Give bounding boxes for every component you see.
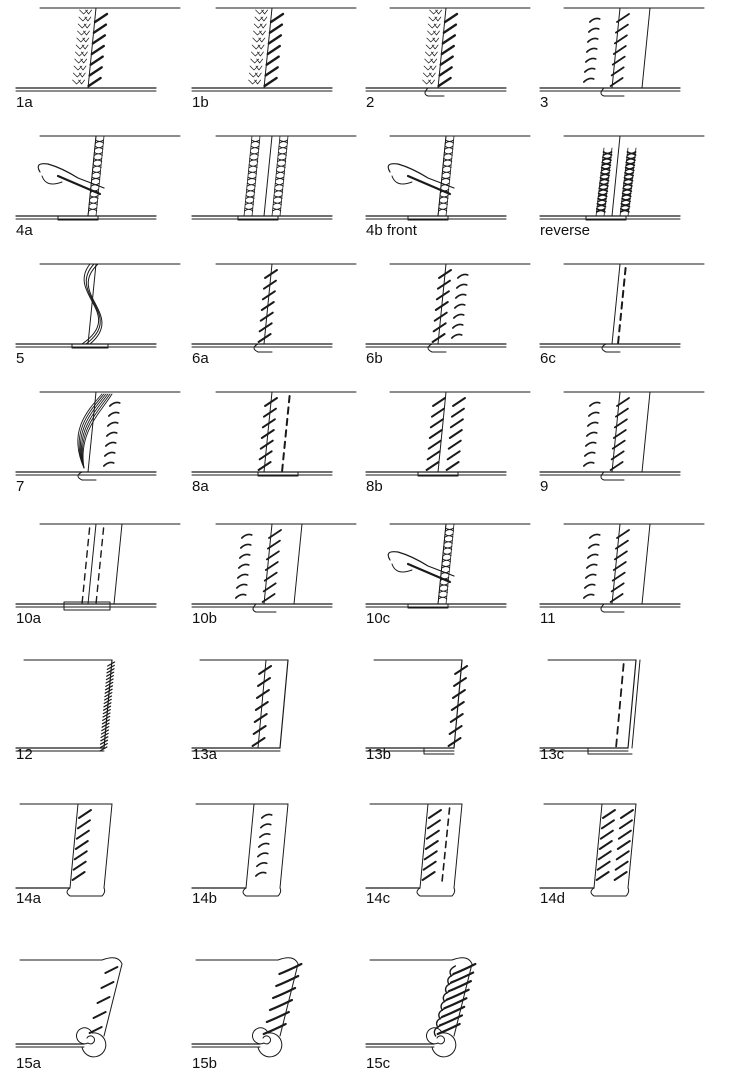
stitch-figure <box>350 384 534 512</box>
figure-label: 14b <box>192 890 218 907</box>
stitch-figure <box>350 796 534 924</box>
stitch-figure <box>176 652 360 780</box>
stitch-figure <box>176 796 360 924</box>
figure-label: 15b <box>192 1055 218 1072</box>
stitch-figure <box>176 256 360 384</box>
figure-label: 2 <box>366 94 375 111</box>
figure-label: 7 <box>16 478 25 495</box>
stitch-figure <box>0 516 184 644</box>
stitch-illustration <box>524 384 708 512</box>
figure-label: 8b <box>366 478 383 495</box>
figure-label: 15c <box>366 1055 391 1072</box>
stitch-figure <box>524 0 708 128</box>
stitch-figure <box>0 652 184 780</box>
figure-label: 10b <box>192 610 218 627</box>
figure-label: 14a <box>16 890 42 907</box>
figure-label: 4b front <box>366 222 417 239</box>
stitch-figure <box>350 952 534 1080</box>
stitch-illustration <box>524 0 708 128</box>
stitch-figure <box>524 128 708 256</box>
stitch-figure <box>524 516 708 644</box>
figure-label: 1a <box>16 94 33 111</box>
stitch-figure <box>0 128 184 256</box>
figure-label: 12 <box>16 746 33 763</box>
figure-label: 6a <box>192 350 209 367</box>
stitch-figure <box>0 384 184 512</box>
stitch-figure <box>524 384 708 512</box>
stitch-figure <box>524 256 708 384</box>
stitch-figure <box>0 0 184 128</box>
stitch-figure <box>176 516 360 644</box>
figure-label: 1b <box>192 94 209 111</box>
stitch-figure <box>0 952 184 1080</box>
figure-label: reverse <box>540 222 591 239</box>
figure-label: 10a <box>16 610 42 627</box>
figure-label: 14c <box>366 890 391 907</box>
stitch-figure <box>350 0 534 128</box>
stitch-figure <box>350 128 534 256</box>
stitch-illustration <box>0 256 184 384</box>
figure-label: 15a <box>16 1055 42 1072</box>
stitch-illustration <box>0 384 184 512</box>
figure-label: 3 <box>540 94 549 111</box>
figure-label: 13a <box>192 746 218 763</box>
stitch-figure <box>176 952 360 1080</box>
stitch-figure <box>350 516 534 644</box>
stitch-figure <box>176 384 360 512</box>
stitch-figure <box>0 256 184 384</box>
figure-label: 9 <box>540 478 549 495</box>
figure-label: 6c <box>540 350 556 367</box>
figure-label: 13b <box>366 746 392 763</box>
stitch-figure <box>524 652 708 780</box>
stitch-figure <box>350 652 534 780</box>
stitch-figure <box>524 796 708 924</box>
figure-label: 8a <box>192 478 209 495</box>
figure-label: 11 <box>540 610 556 627</box>
stitch-illustration <box>176 128 360 256</box>
stitch-illustration <box>350 0 534 128</box>
figure-label: 10c <box>366 610 391 627</box>
figure-label: 6b <box>366 350 383 367</box>
stitch-figure <box>176 0 360 128</box>
figure-label: 13c <box>540 746 565 763</box>
figure-label: 4a <box>16 222 33 239</box>
stitch-figure <box>350 256 534 384</box>
stitch-figure <box>176 128 360 256</box>
stitch-figure <box>0 796 184 924</box>
figure-label: 5 <box>16 350 25 367</box>
figure-label: 14d <box>540 890 566 907</box>
